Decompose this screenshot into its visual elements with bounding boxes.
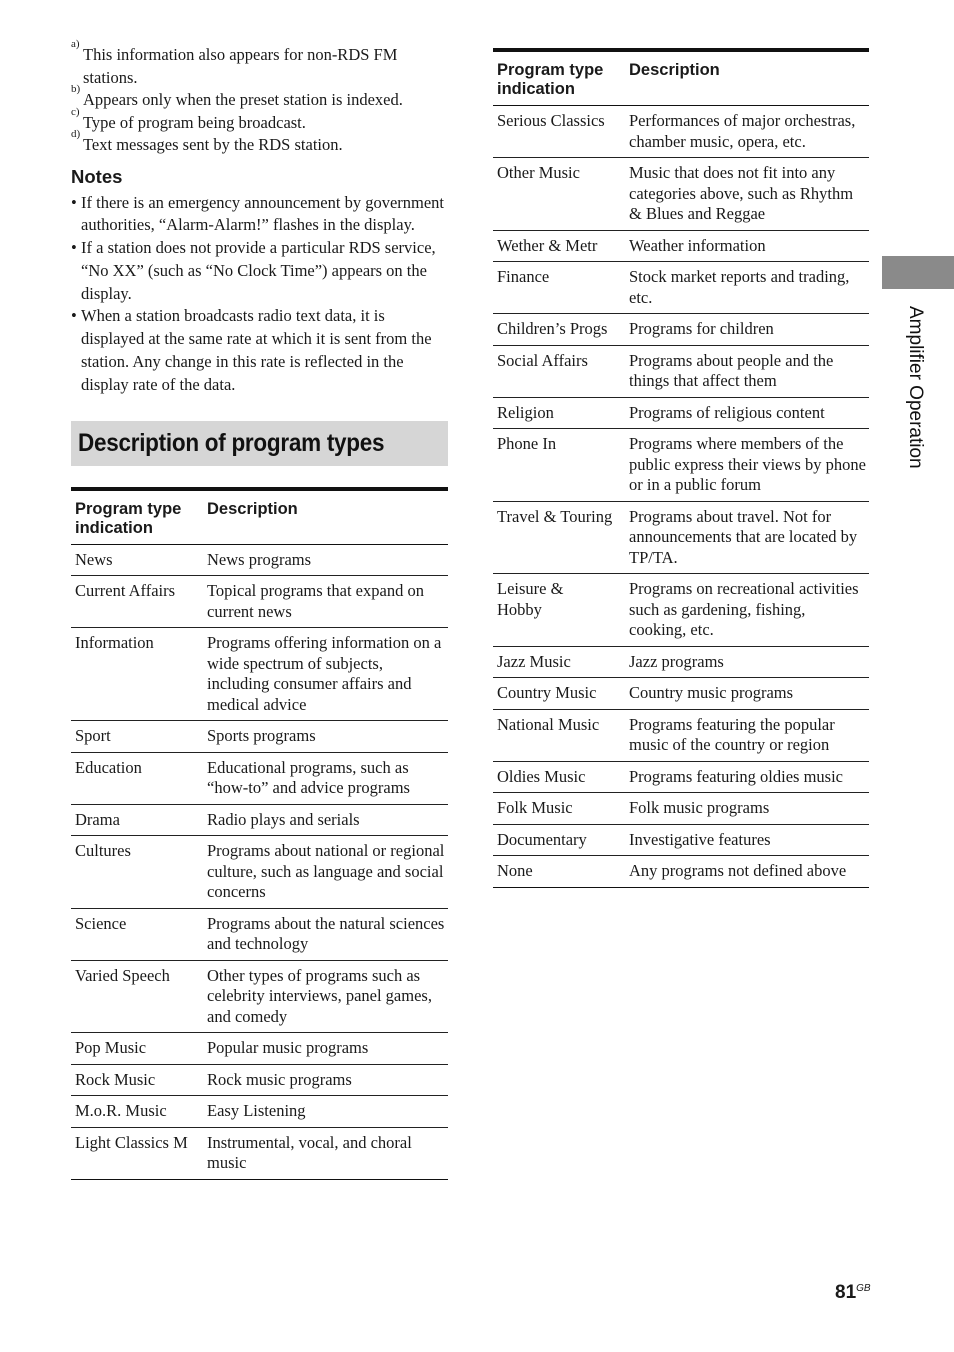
- footnote: [71, 128, 448, 157]
- program-type-cell: Religion: [493, 397, 625, 429]
- page-suffix: GB: [856, 1283, 871, 1294]
- program-type-cell: Country Music: [493, 678, 625, 710]
- description-cell: Any programs not defined above: [625, 856, 869, 888]
- program-types-table-right: [493, 48, 869, 888]
- description-cell: Jazz programs: [625, 646, 869, 678]
- table-row: [493, 262, 869, 314]
- table-row: [493, 824, 869, 856]
- table-row: [493, 574, 869, 647]
- description-cell: Programs on recreational activities such as gardening, fishing, cooking, etc.: [625, 574, 869, 647]
- program-type-cell: National Music: [493, 709, 625, 761]
- description-cell: Radio plays and serials: [203, 804, 448, 836]
- description-cell: Stock market reports and trading, etc.: [625, 262, 869, 314]
- program-type-cell: Oldies Music: [493, 761, 625, 793]
- program-type-cell: Finance: [493, 262, 625, 314]
- table-row: [71, 960, 448, 1033]
- page-number: [835, 1282, 871, 1304]
- program-type-cell: Sport: [71, 721, 203, 753]
- program-type-cell: Varied Speech: [71, 960, 203, 1033]
- table-row: [71, 1127, 448, 1179]
- header-description: Description: [203, 489, 448, 545]
- program-type-cell: Light Classics M: [71, 1127, 203, 1179]
- table-row: [71, 804, 448, 836]
- footnote-text: Appears only when the preset station is indexed.: [83, 90, 403, 109]
- footnote-mark: d): [71, 128, 81, 140]
- program-type-cell: Wether & Metr: [493, 230, 625, 262]
- footnote: [71, 105, 448, 135]
- program-type-cell: Documentary: [493, 824, 625, 856]
- program-type-cell: Social Affairs: [493, 345, 625, 397]
- note-item: • If there is an emergency announcement by government authorities, “Alarm-Alarm!” flashes in the display.: [71, 192, 445, 235]
- header-program-type: Program type indication: [493, 50, 625, 106]
- table-row: [493, 230, 869, 262]
- page-number-value: 81: [835, 1282, 857, 1303]
- description-cell: Topical programs that expand on current news: [203, 576, 448, 628]
- table-row: [493, 345, 869, 397]
- description-cell: Sports programs: [203, 721, 448, 753]
- table-row: [493, 158, 869, 231]
- table-row: [493, 678, 869, 710]
- program-type-cell: Rock Music: [71, 1064, 203, 1096]
- section-heading: [71, 421, 448, 466]
- table-row: [71, 1033, 448, 1065]
- table-row: [71, 1064, 448, 1096]
- table-row: [71, 576, 448, 628]
- table-row: [71, 908, 448, 960]
- description-cell: Programs of religious content: [625, 397, 869, 429]
- description-cell: Programs featuring the popular music of the country or region: [625, 709, 869, 761]
- description-cell: Music that does not fit into any categories above, such as Rhythm & Blues and Reggae: [625, 158, 869, 231]
- table-row: [71, 1096, 448, 1128]
- program-type-cell: Children’s Progs: [493, 314, 625, 346]
- description-cell: Programs where members of the public express their views by phone or in a public forum: [625, 429, 869, 502]
- footnotes: [71, 38, 448, 157]
- header-description: Description: [625, 50, 869, 106]
- program-type-cell: Information: [71, 628, 203, 721]
- description-cell: Folk music programs: [625, 793, 869, 825]
- table-row: [493, 856, 869, 888]
- description-cell: Programs for children: [625, 314, 869, 346]
- description-cell: Easy Listening: [203, 1096, 448, 1128]
- note-item: • If a station does not provide a particular RDS service, “No XX” (such as “No Clock Time”) appears on the display.: [71, 238, 436, 303]
- program-type-cell: Current Affairs: [71, 576, 203, 628]
- left-column: [71, 38, 448, 1180]
- footnote-mark: a): [71, 38, 80, 50]
- section-title: Description of program types: [78, 428, 385, 457]
- note-item: • When a station broadcasts radio text data, it is displayed at the same rate at which it is sent from the station. Any change in this rate is reflected in the display rate of the data.: [71, 306, 432, 394]
- description-cell: Country music programs: [625, 678, 869, 710]
- table-row: [493, 106, 869, 158]
- notes-title: Notes: [71, 165, 123, 187]
- table-row: [493, 761, 869, 793]
- program-type-cell: M.o.R. Music: [71, 1096, 203, 1128]
- program-type-cell: Drama: [71, 804, 203, 836]
- chapter-label: Amplifier Operation: [905, 306, 926, 469]
- description-cell: Rock music programs: [203, 1064, 448, 1096]
- program-type-cell: Phone In: [493, 429, 625, 502]
- footnote: [71, 38, 448, 89]
- table-header-row: [71, 489, 448, 545]
- table-header-row: [493, 50, 869, 106]
- program-type-cell: Other Music: [493, 158, 625, 231]
- footnote-mark: c): [71, 105, 80, 118]
- program-type-cell: None: [493, 856, 625, 888]
- description-cell: Performances of major orchestras, chamber music, opera, etc.: [625, 106, 869, 158]
- description-cell: Programs offering information on a wide spectrum of subjects, including consumer affairs and medical advice: [203, 628, 448, 721]
- table-row: [71, 836, 448, 909]
- table-row: [71, 752, 448, 804]
- description-cell: Popular music programs: [203, 1033, 448, 1065]
- footnote: [71, 83, 448, 112]
- table-row: [493, 397, 869, 429]
- right-column: [493, 48, 869, 888]
- notes-list: [71, 192, 448, 397]
- program-type-cell: Leisure & Hobby: [493, 574, 625, 647]
- table-row: [71, 544, 448, 576]
- program-type-cell: Travel & Touring: [493, 501, 625, 574]
- description-cell: Other types of programs such as celebrity interviews, panel games, and comedy: [203, 960, 448, 1033]
- description-cell: Educational programs, such as “how-to” and advice programs: [203, 752, 448, 804]
- description-cell: News programs: [203, 544, 448, 576]
- chapter-tab: [882, 256, 954, 289]
- table-row: [493, 709, 869, 761]
- footnote-mark: b): [71, 83, 81, 95]
- table-row: [493, 646, 869, 678]
- table-row: [493, 501, 869, 574]
- program-type-cell: Cultures: [71, 836, 203, 909]
- program-type-cell: Serious Classics: [493, 106, 625, 158]
- description-cell: Programs featuring oldies music: [625, 761, 869, 793]
- table-row: [71, 721, 448, 753]
- footnote-text: Type of program being broadcast.: [83, 112, 306, 132]
- description-cell: Instrumental, vocal, and choral music: [203, 1127, 448, 1179]
- footnote-text: Text messages sent by the RDS station.: [83, 135, 343, 154]
- table-row: [493, 314, 869, 346]
- description-cell: Programs about people and the things that affect them: [625, 345, 869, 397]
- table-row: [493, 429, 869, 502]
- program-type-cell: Pop Music: [71, 1033, 203, 1065]
- program-types-table-left: [71, 487, 448, 1180]
- program-type-cell: Folk Music: [493, 793, 625, 825]
- program-type-cell: Jazz Music: [493, 646, 625, 678]
- header-program-type: Program type indication: [71, 489, 203, 545]
- program-type-cell: Science: [71, 908, 203, 960]
- description-cell: Programs about travel. Not for announcements that are located by TP/TA.: [625, 501, 869, 574]
- description-cell: Programs about national or regional culture, such as language and social concerns: [203, 836, 448, 909]
- description-cell: Programs about the natural sciences and technology: [203, 908, 448, 960]
- program-type-cell: Education: [71, 752, 203, 804]
- description-cell: Investigative features: [625, 824, 869, 856]
- footnote-text: This information also appears for non-RDS FM stations.: [83, 45, 398, 87]
- table-row: [71, 628, 448, 721]
- table-row: [493, 793, 869, 825]
- description-cell: Weather information: [625, 230, 869, 262]
- program-type-cell: News: [71, 544, 203, 576]
